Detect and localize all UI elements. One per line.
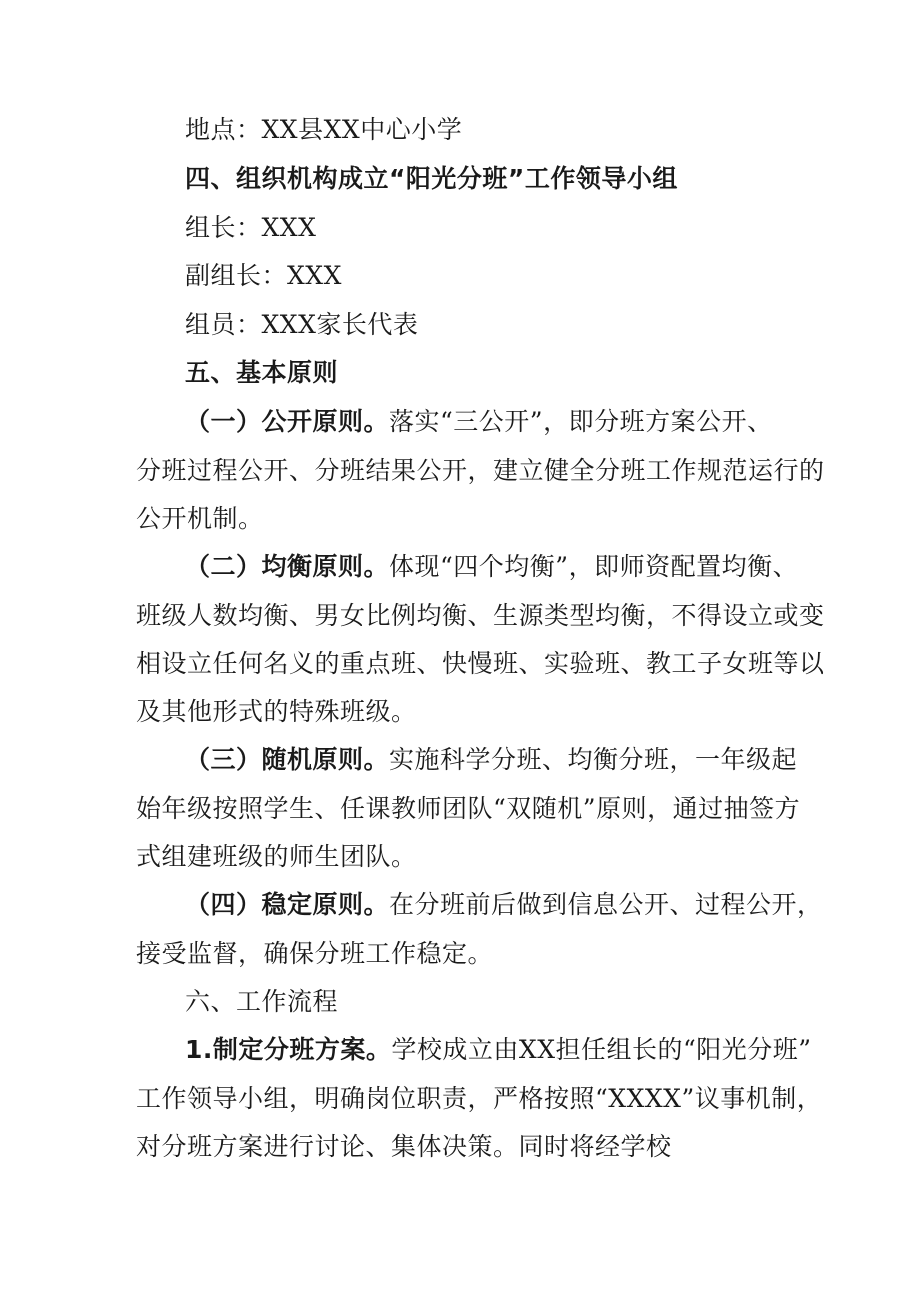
principle-4-text: 在分班前后做到信息公开、过程公开， [389,890,823,919]
principle-1-line-3: 公开机制。 [136,504,264,533]
principle-2-line-3: 相设立任何名义的重点班、快慢班、实验班、教工子女班等以 [136,649,825,678]
principle-3-first-line [185,744,797,776]
step-1-number: 1 [185,1035,203,1064]
principle-1-first-line [185,406,773,438]
leader-line: 组长：XXX [185,213,317,242]
principle-2-label: （二）均衡原则。 [185,552,390,581]
section-6-heading: 六、工作流程 [185,987,339,1016]
location-line: 地点：XX县XX中心小学 [185,115,463,144]
step-1-label: .制定分班方案。 [202,1035,392,1064]
principle-2-first-line [185,551,798,583]
principle-3-text: 实施科学分班、均衡分班，一年级起 [389,745,798,774]
principle-3-line-2: 始年级按照学生、任课教师团队“双随机”原则，通过抽签方 [136,794,801,823]
vice-leader-line: 副组长：XXX [185,261,342,290]
principle-3-label: （三）随机原则。 [185,745,390,774]
principle-4-line-2: 接受监督，确保分班工作稳定。 [136,939,494,968]
principle-2-line-4: 及其他形式的特殊班级。 [136,697,417,726]
step-1-first-line [185,1034,812,1066]
principle-2-text: 体现“四个均衡”，即师资配置均衡、 [389,552,799,581]
principle-1-line-2: 分班过程公开、分班结果公开，建立健全分班工作规范运行的 [136,456,825,485]
members-line: 组员：XXX家长代表 [185,310,419,339]
section-4-heading: 四、组织机构成立“阳光分班”工作领导小组 [185,164,678,193]
principle-2-line-2: 班级人数均衡、男女比例均衡、生源类型均衡，不得设立或变 [136,601,825,630]
principle-3-line-3: 式组建班级的师生团队。 [136,842,417,871]
principle-1-text: 落实“三公开”，即分班方案公开、 [389,407,773,436]
principle-4-first-line [185,889,823,921]
step-1-text: 学校成立由XX担任组长的“阳光分班” [391,1035,812,1064]
principle-1-label: （一）公开原则。 [185,407,390,436]
principle-4-label: （四）稳定原则。 [185,890,390,919]
section-5-heading: 五、基本原则 [185,358,339,387]
step-1-line-3: 对分班方案进行讨论、集体决策。同时将经学校 [136,1132,672,1161]
step-1-line-2: 工作领导小组，明确岗位职责，严格按照“XXXX”议事机制， [136,1084,823,1113]
